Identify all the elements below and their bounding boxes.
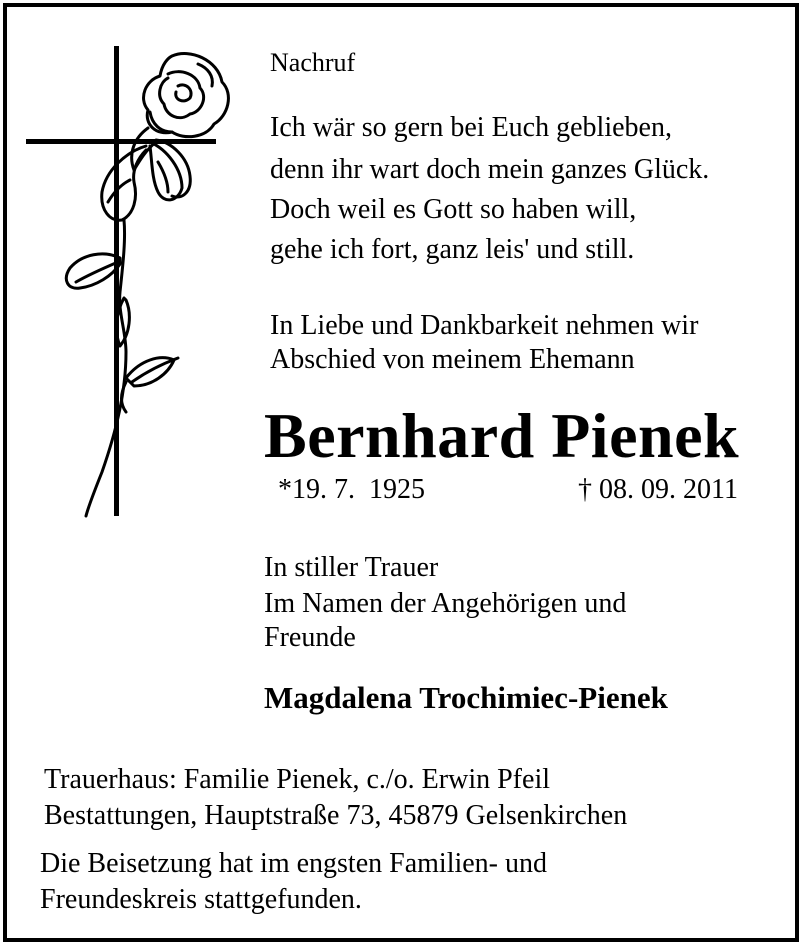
death-date: † 08. 09. 2011	[578, 474, 738, 505]
cross-vertical-beam	[114, 46, 119, 516]
poem-line-2: denn ihr wart doch mein ganzes Glück.	[270, 154, 710, 185]
funeral-note-line-2: Freundeskreis stattgefunden.	[40, 884, 362, 915]
mourning-line-2: Im Namen der Angehörigen und	[264, 588, 627, 619]
mourning-line-1: In stiller Trauer	[264, 552, 439, 583]
poem-line-1: Ich wär so gern bei Euch geblieben,	[270, 112, 672, 143]
poem-line-4: gehe ich fort, ganz leis' und still.	[270, 234, 635, 265]
deceased-name: Bernhard Pienek	[264, 400, 740, 471]
cross-horizontal-beam	[26, 139, 216, 144]
birth-date: *19. 7. 1925	[278, 474, 425, 505]
funeral-note-line-1: Die Beisetzung hat im engsten Familien- und	[40, 848, 548, 879]
notice-heading: Nachruf	[270, 48, 356, 77]
intro-line-2: Abschied von meinem Ehemann	[270, 344, 635, 375]
poem-line-3: Doch weil es Gott so haben will,	[270, 194, 637, 225]
address-line-2: Bestattungen, Hauptstraße 73, 45879 Gelsenkirchen	[44, 800, 628, 831]
intro-line-1: In Liebe und Dankbarkeit nehmen wir	[270, 310, 699, 341]
signatory-name: Magdalena Trochimiec-Pienek	[264, 680, 668, 715]
cross-rose-illustration	[22, 42, 237, 522]
rose-icon	[66, 54, 228, 516]
mourning-line-3: Freunde	[264, 622, 356, 653]
address-line-1: Trauerhaus: Familie Pienek, c./o. Erwin Pfeil	[44, 764, 550, 795]
